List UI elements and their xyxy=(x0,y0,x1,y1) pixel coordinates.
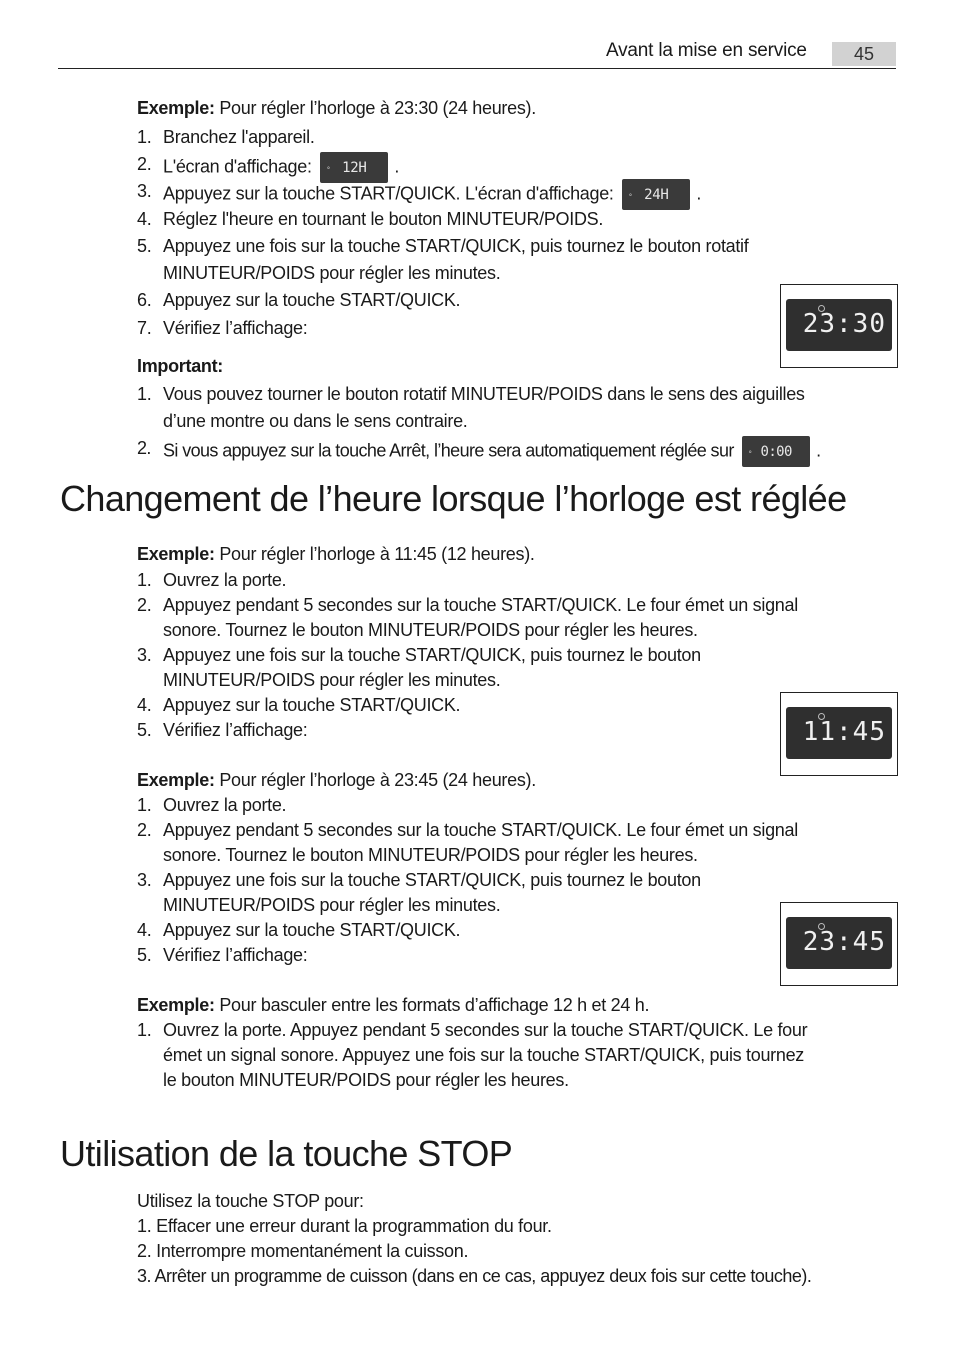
item-text: Ouvrez la porte. Appuyez pendant 5 secondes sur la touche START/QUICK. Le four xyxy=(163,1020,808,1040)
display-value: 24H xyxy=(644,187,669,203)
item-number: 1. xyxy=(137,570,152,590)
header-section-title: Avant la mise en service xyxy=(606,40,807,61)
display-figure-2345 xyxy=(780,902,898,986)
item-number: 5. xyxy=(137,945,152,965)
header-rule xyxy=(58,68,896,69)
trailing-period: . xyxy=(394,156,400,177)
item-text: Branchez l'appareil. xyxy=(163,127,315,147)
important-heading xyxy=(137,354,223,379)
page-number: 45 xyxy=(832,42,896,66)
display-figure-1145 xyxy=(780,692,898,776)
item-number: 2. xyxy=(137,438,151,458)
item-number: 1. xyxy=(137,384,152,404)
item-text: Appuyez pendant 5 secondes sur la touche START/QUICK. Le four émet un signal xyxy=(163,820,798,840)
example-line xyxy=(137,96,536,121)
item-text: Appuyez pendant 5 secondes sur la touche START/QUICK. Le four émet un signal xyxy=(163,595,798,615)
section-heading: Utilisation de la touche STOP xyxy=(60,1133,513,1174)
item-number: 1. xyxy=(137,127,152,147)
example-line xyxy=(137,542,535,567)
item-text: Vérifiez l’affichage: xyxy=(163,318,308,338)
display-value: 0:00 xyxy=(760,444,792,460)
display-value: 23:45 xyxy=(802,927,886,957)
stop-intro: Utilisez la touche STOP pour: xyxy=(137,1191,364,1211)
item-text: Réglez l'heure en tournant le bouton MINUTEUR/POIDS. xyxy=(163,209,604,229)
clock-dot-icon: ° xyxy=(326,166,331,174)
item-number: 4. xyxy=(137,695,152,715)
item-number: 3. xyxy=(137,645,152,665)
clock-dot-icon: ° xyxy=(628,193,633,201)
item-text xyxy=(163,179,701,210)
display-screen xyxy=(786,299,892,351)
item-text: Appuyez sur la touche START/QUICK. xyxy=(163,920,461,940)
list-item-continued: sonore. Tournez le bouton MINUTEUR/POIDS pour régler les heures. xyxy=(163,845,698,865)
list-item-continued: émet un signal sonore. Appuyez une fois sur la touche START/QUICK, puis tournez xyxy=(163,1045,804,1065)
list-item: 3. Arrêter un programme de cuisson (dans en ce cas, appuyez deux fois sur cette touche). xyxy=(137,1266,812,1286)
display-24h xyxy=(622,179,690,210)
display-screen xyxy=(786,707,892,759)
example-text: Pour régler l’horloge à 11:45 (12 heures). xyxy=(214,544,535,564)
trailing-period: . xyxy=(816,440,821,461)
list-item-continued: MINUTEUR/POIDS pour régler les minutes. xyxy=(163,895,501,915)
item-number: 6. xyxy=(137,290,152,310)
list-item-continued: MINUTEUR/POIDS pour régler les minutes. xyxy=(163,670,501,690)
item-number: 1. xyxy=(137,795,152,815)
item-text: Appuyez sur la touche START/QUICK. xyxy=(163,290,461,310)
item-text: Appuyez sur la touche START/QUICK. xyxy=(163,695,461,715)
example-label: Exemple: xyxy=(137,995,215,1015)
item-number: 2. xyxy=(137,820,152,840)
list-item-continued: d’une montre ou dans le sens contraire. xyxy=(163,411,468,431)
item-text-part: Appuyez sur la touche START/QUICK. L'écran d'affichage: xyxy=(163,183,614,204)
display-000 xyxy=(742,436,810,467)
item-text: Ouvrez la porte. xyxy=(163,795,287,815)
item-text-part: Si vous appuyez sur la touche Arrêt, l’heure sera automatiquement réglée sur xyxy=(163,440,734,461)
item-number: 3. xyxy=(137,870,152,890)
example-label: Exemple: xyxy=(137,544,215,564)
item-text: Vérifiez l’affichage: xyxy=(163,945,308,965)
display-value: 11:45 xyxy=(802,717,886,747)
example-label: Exemple: xyxy=(137,770,215,790)
list-item-continued: MINUTEUR/POIDS pour régler les minutes. xyxy=(163,263,501,283)
item-number: 4. xyxy=(137,209,152,229)
display-screen xyxy=(786,917,892,969)
item-text: Ouvrez la porte. xyxy=(163,570,287,590)
example-text: Pour basculer entre les formats d’affichage 12 h et 24 h. xyxy=(214,995,650,1015)
example-text: Pour régler l’horloge à 23:30 (24 heures). xyxy=(214,98,536,118)
clock-dot-icon: ° xyxy=(748,450,752,458)
example-line xyxy=(137,768,536,793)
item-number: 4. xyxy=(137,920,152,940)
item-number: 5. xyxy=(137,720,152,740)
example-line xyxy=(137,993,649,1018)
list-item-continued: sonore. Tournez le bouton MINUTEUR/POIDS pour régler les heures. xyxy=(163,620,698,640)
example-text: Pour régler l’horloge à 23:45 (24 heures). xyxy=(214,770,536,790)
item-text: Appuyez une fois sur la touche START/QUICK, puis tournez le bouton rotatif xyxy=(163,236,749,256)
item-text: Vous pouvez tourner le bouton rotatif MINUTEUR/POIDS dans le sens des aiguilles xyxy=(163,384,805,404)
display-value: 12H xyxy=(342,160,367,176)
list-item-continued: le bouton MINUTEUR/POIDS pour régler les heures. xyxy=(163,1070,569,1090)
display-value: 23:30 xyxy=(802,309,886,339)
example-label: Exemple: xyxy=(137,98,215,118)
section-heading: Changement de l’heure lorsque l’horloge est réglée xyxy=(60,478,847,519)
item-text: Vérifiez l’affichage: xyxy=(163,720,308,740)
item-text xyxy=(163,436,821,467)
list-item: 2. Interrompre momentanément la cuisson. xyxy=(137,1241,469,1261)
display-figure-2330 xyxy=(780,284,898,368)
list-item: 1. Effacer une erreur durant la programmation du four. xyxy=(137,1216,552,1236)
important-label: Important: xyxy=(137,356,223,376)
item-number: 2. xyxy=(137,595,152,615)
item-text: Appuyez une fois sur la touche START/QUICK, puis tournez le bouton xyxy=(163,870,701,890)
item-text: Appuyez une fois sur la touche START/QUICK, puis tournez le bouton xyxy=(163,645,701,665)
item-number: 3. xyxy=(137,181,152,201)
item-number: 2. xyxy=(137,154,152,174)
item-number: 7. xyxy=(137,318,152,338)
item-number: 5. xyxy=(137,236,152,256)
item-text-part: L'écran d'affichage: xyxy=(163,156,312,177)
trailing-period: . xyxy=(696,183,702,204)
item-number: 1. xyxy=(137,1020,152,1040)
